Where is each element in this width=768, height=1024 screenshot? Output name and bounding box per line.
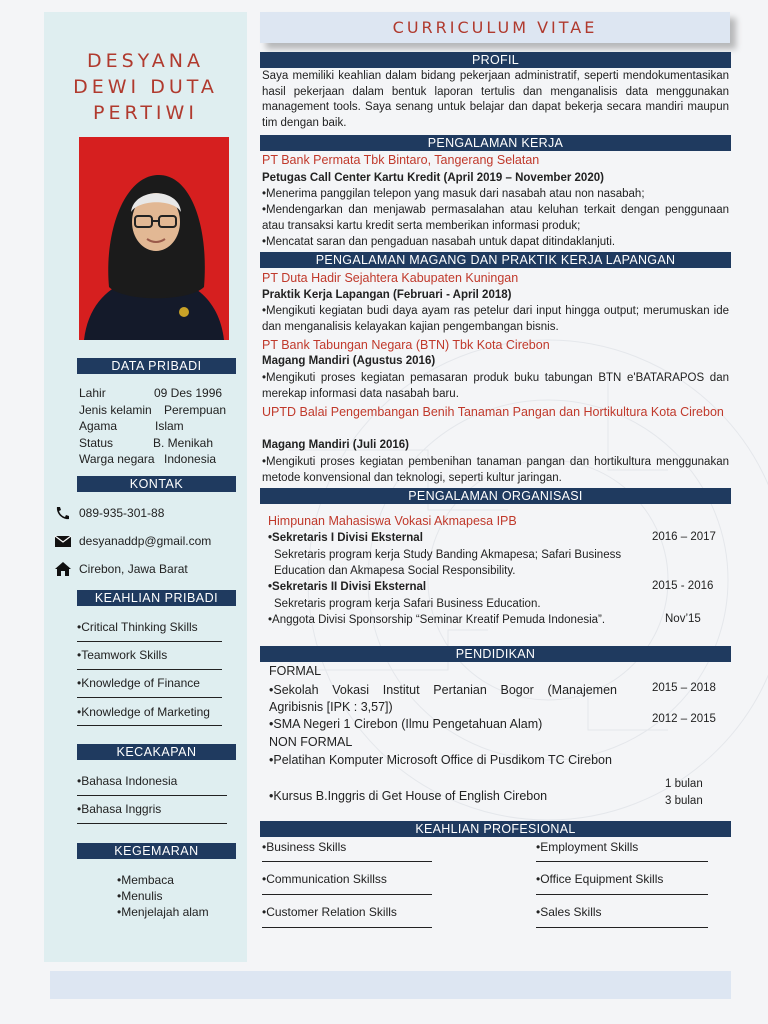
hobby-item: •Menulis [117, 889, 163, 903]
organisasi-heading: PENGALAMAN ORGANISASI [260, 488, 731, 504]
divider [536, 894, 708, 895]
education-year: 1 bulan [665, 778, 703, 790]
name-line-3: PERTIWI [93, 102, 198, 124]
name-line-2: DEWI DUTA [73, 76, 218, 98]
org-year: 2015 - 2016 [652, 580, 714, 592]
divider [262, 861, 432, 862]
pengalaman-kerja-heading: PENGALAMAN KERJA [260, 135, 731, 151]
divider [77, 697, 222, 698]
divider [536, 927, 708, 928]
internship-company: PT Bank Tabungan Negara (BTN) Tbk Kota Cirebon [262, 338, 550, 352]
divider [77, 641, 222, 642]
nationality-value: Indonesia [164, 452, 217, 466]
pro-skill-item: •Office Equipment Skills [536, 872, 664, 886]
internship-period: (Februari - April 2018) [393, 289, 512, 301]
candidate-name [44, 48, 247, 126]
hobby-list [117, 872, 209, 920]
status-label: Status [79, 435, 114, 450]
religion-value: Islam [155, 419, 184, 433]
profile-photo [79, 137, 229, 340]
divider [77, 725, 222, 726]
pro-skill-item: •Customer Relation Skills [262, 905, 397, 919]
divider [77, 823, 227, 824]
work-role: Petugas Call Center Kartu Kredit [262, 172, 441, 184]
internship-company: UPTD Balai Pengembangan Benih Tanaman Pangan dan Hortikultura Kota Cirebon [262, 405, 724, 419]
internship-role-line [262, 354, 435, 370]
divider [77, 795, 227, 796]
divider [262, 894, 432, 895]
education-year: 3 bulan [665, 795, 703, 807]
education-item: •Pelatihan Komputer Microsoft Office di Pusdikom TC Cirebon [269, 753, 612, 767]
email-address[interactable]: desyanaddp@gmail.com [79, 534, 212, 548]
gender-value: Perempuan [164, 402, 227, 417]
personal-skill-item: •Teamwork Skills [77, 648, 168, 662]
internship-role: Magang Mandiri [262, 355, 350, 367]
internship-company: PT Duta Hadir Sejahtera Kabupaten Kuningan [262, 271, 519, 285]
work-duty: •Mencatat saran dan pengaduan nasabah untuk dapat ditindaklanjuti. [262, 236, 616, 248]
nationality-label: Warga negara [79, 452, 155, 466]
personal-skill-item: •Knowledge of Marketing [77, 705, 210, 719]
org-desc: Sekretaris program kerja Safari Business Education. [274, 598, 541, 610]
left-sidebar [44, 12, 247, 962]
work-company: PT Bank Permata Tbk Bintaro, Tangerang Selatan [262, 153, 540, 167]
internship-role-line [262, 438, 409, 454]
gender-label: Jenis kelamin [79, 402, 152, 417]
phone-icon [54, 505, 72, 521]
pendidikan-heading: PENDIDIKAN [260, 646, 731, 662]
profile-text: Saya memiliki keahlian dalam bidang pekerjaan administratif, seperti mendokumentasikan hasil pekerjaan dalam bentuk laporan tertulis dan menganalisis data menggunakan management tools. Saya senang untuk belajar dan dapat bekerja secara mandiri maupun tim dengan baik. [262, 70, 729, 129]
home-icon [54, 561, 72, 577]
name-line-1: DESYANA [86, 50, 205, 72]
divider [77, 669, 222, 670]
status-value: B. Menikah [153, 435, 214, 450]
org-position: •Sekretaris I Divisi Eksternal [268, 532, 423, 544]
hobby-item: •Membaca [117, 873, 174, 887]
birth-label: Lahir [79, 386, 106, 400]
work-duty: •Mendengarkan dan menjawab permasalahan atau keluhan terkait dengan penggunaan atau transaksi kartu kredit serta memberikan informasi produk; [262, 204, 729, 232]
mail-icon [54, 533, 72, 549]
internship-desc: •Mengikuti proses kegiatan pembenihan tanaman pangan dan hortikultura menggunakan metode konvensional dan teknologi, seperti kultur jaringan. [262, 456, 729, 484]
education-item: •SMA Negeri 1 Cirebon (Ilmu Pengetahuan Alam) [269, 717, 543, 731]
language-item: •Bahasa Inggris [77, 802, 162, 816]
kegemaran-heading: KEGEMARAN [77, 843, 236, 859]
internship-period: (Agustus 2016) [352, 355, 436, 367]
phone-number: 089-935-301-88 [79, 506, 165, 520]
divider [536, 861, 708, 862]
kontak-heading: KONTAK [77, 476, 236, 492]
nonformal-label: NON FORMAL [269, 735, 353, 749]
education-item: •Kursus B.Inggris di Get House of English Cirebon [269, 789, 548, 803]
internship-role: Praktik Kerja Lapangan [262, 289, 390, 301]
footer-bar [50, 971, 731, 999]
internship-period: (Juli 2016) [352, 439, 409, 451]
pro-skill-item: •Communication Skillss [262, 872, 387, 886]
work-role-line [262, 171, 604, 187]
org-desc: •Anggota Divisi Sponsorship “Seminar Kreatif Pemuda Indonesia”. [268, 614, 606, 626]
org-year: Nov’15 [665, 613, 701, 625]
formal-label: FORMAL [269, 664, 322, 678]
internship-role: Magang Mandiri [262, 439, 350, 451]
pro-skill-item: •Employment Skills [536, 840, 639, 854]
org-position: •Sekretaris II Divisi Eksternal [268, 581, 427, 593]
internship-desc: •Mengikuti kegiatan budi daya ayam ras petelur dari input hingga output; merumuskan ide dan menganalisis kelayakan kajian pengembangan bisnis. [262, 305, 729, 333]
personal-skill-item: •Critical Thinking Skills [77, 620, 198, 634]
divider [262, 927, 432, 928]
work-period: (April 2019 – November 2020) [443, 172, 604, 184]
keahlian-pribadi-heading: KEAHLIAN PRIBADI [77, 590, 236, 606]
education-item: •Sekolah Vokasi Institut Pertanian Bogor (Manajemen Agribisnis [IPK : 3,57]) [269, 683, 617, 714]
work-duty: •Menerima panggilan telepon yang masuk dari nasabah atau non nasabah; [262, 188, 645, 200]
personal-skill-item: •Knowledge of Finance [77, 676, 200, 690]
profil-heading: PROFIL [260, 52, 731, 68]
education-year: 2015 – 2018 [652, 682, 716, 694]
pro-skill-item: •Business Skills [262, 840, 347, 854]
address: Cirebon, Jawa Barat [79, 562, 188, 576]
org-desc: Sekretaris program kerja Study Banding Akmapesa; Safari Business Education dan Akmapesa Social Responsibility. [274, 549, 622, 577]
pro-skill-item: •Sales Skills [536, 905, 602, 919]
education-year: 2012 – 2015 [652, 713, 716, 725]
org-year: 2016 – 2017 [652, 531, 716, 543]
religion-label: Agama [79, 419, 118, 433]
data-pribadi-heading: DATA PRIBADI [77, 358, 236, 374]
internship-desc: •Mengikuti proses kegiatan pemasaran produk buku tabungan BTN e'BATARAPOS dan merekap informasi data nasabah baru. [262, 372, 729, 400]
hobby-item: •Menjelajah alam [117, 905, 209, 919]
keahlian-profesional-heading: KEAHLIAN PROFESIONAL [260, 821, 731, 837]
kecakapan-heading: KECAKAPAN [77, 744, 236, 760]
cv-title: CURRICULUM VITAE [260, 12, 730, 43]
birth-value: 09 Des 1996 [154, 386, 223, 400]
internship-role-line [262, 288, 511, 304]
language-item: •Bahasa Indonesia [77, 774, 178, 788]
organization-name: Himpunan Mahasiswa Vokasi Akmapesa IPB [268, 514, 517, 528]
magang-heading: PENGALAMAN MAGANG DAN PRAKTIK KERJA LAPANGAN [260, 252, 731, 268]
